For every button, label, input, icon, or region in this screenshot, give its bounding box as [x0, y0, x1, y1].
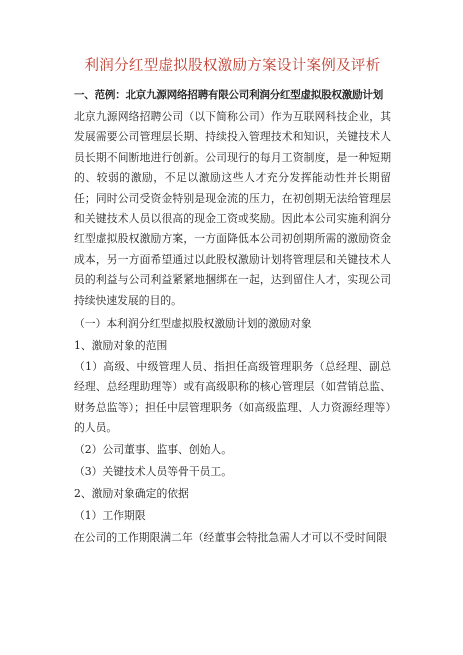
item-target-scope-managers: （1）高级、中级管理人员、指担任高级管理职务（总经理、副总经理、总经理助理等）或有高级职称的核心管理层（如营销总监、财务总监等）；担任中层管理职务（如高级监理、人力资源经理等）的人员。	[74, 360, 391, 435]
item-target-scope: 1、激励对象的范围	[74, 339, 168, 353]
item-target-basis-tenure: （1）工作期限	[74, 508, 146, 522]
tenure-text-line: 在公司的工作期限满二年（经董事会特批急需人才可以不受时间限	[74, 530, 388, 544]
sub-heading-incentive-targets: （一）本利润分红型虚拟股权激励计划的激励对象	[74, 317, 312, 331]
item-target-scope-directors: （2）公司董事、监事、创始人。	[74, 442, 233, 456]
intro-paragraph: 北京九源网络招聘公司（以下简称公司）作为互联网科技企业，其发展需要公司管理层长期、持续投入管理技术和知识，关键技术人员长期不间断地进行创新。公司现行的每月工资制度，是一种短期的、较弱的激励，不足以激励这些人才充分发挥能动性并长期留任；同时公司受资金特别是现金流的压力，在初创期无法给管理层和关键技术人员以很高的现金工资或奖励。因此本公司实施利润分红型虚拟股权激励方案，一方面降低本公司初创期所需的激励资金成本，另一方面希望通过以此股权激励计划将管理层和关键技术人员的利益与公司利益紧紧地捆绑在一起，达到留住人才，实现公司持续快速发展的目的。	[74, 110, 391, 307]
document-title: 利润分红型虚拟股权激励方案设计案例及评析	[84, 58, 381, 74]
document-page	[74, 56, 391, 549]
section-heading-example: 一、范例：北京九源网络招聘有限公司利润分红型虚拟股权激励计划	[74, 89, 383, 101]
item-target-basis: 2、激励对象确定的依据	[74, 486, 189, 500]
item-target-scope-tech-staff: （3）关键技术人员等骨干员工。	[74, 464, 233, 478]
